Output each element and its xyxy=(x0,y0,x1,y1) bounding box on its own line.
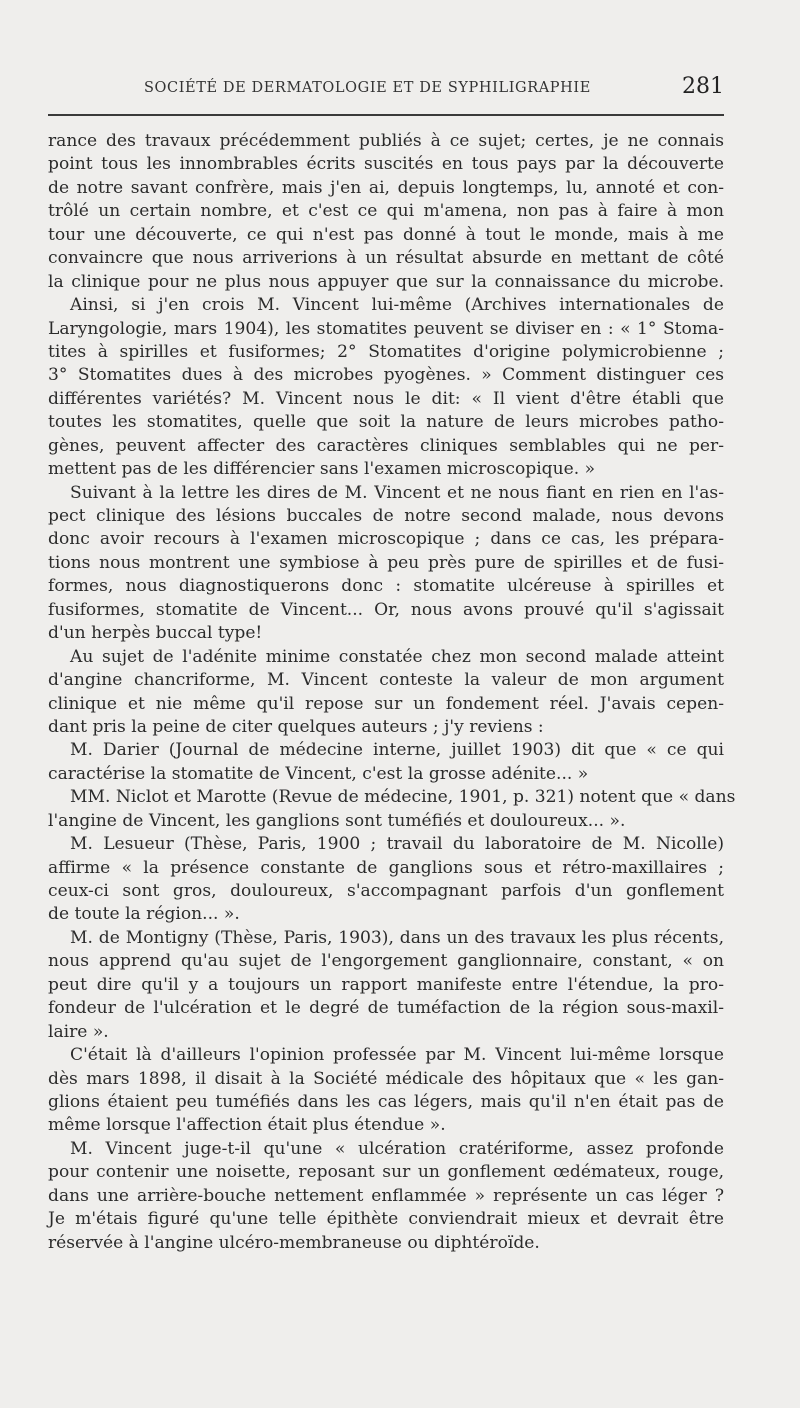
text-line: donc avoir recours à l'examen microscopique ; dans ce cas, les prépara- xyxy=(48,529,724,550)
text-line: réservée à l'angine ulcéro-membraneuse ou diphtéroïde. xyxy=(48,1232,540,1253)
text-line: M. Vincent juge-t-il qu'une « ulcération cratériforme, assez profonde xyxy=(70,1138,724,1159)
text-line: 3° Stomatites dues à des microbes pyogènes. » Comment distinguer ces xyxy=(48,365,724,386)
text-line: convaincre que nous arriverions à un résultat absurde en mettant de côté xyxy=(48,248,724,269)
body-text xyxy=(48,130,736,1255)
text-line: dant pris la peine de citer quelques auteurs ; j'y reviens : xyxy=(48,716,544,737)
text-line: point tous les innombrables écrits suscités en tous pays par la découverte xyxy=(48,154,724,175)
text-line: Ainsi, si j'en crois M. Vincent lui-même (Archives internationales de xyxy=(70,295,724,316)
text-line: rance des travaux précédemment publiés à ce sujet; certes, je ne connais xyxy=(48,131,724,151)
text-line: glions étaient peu tuméfiés dans les cas légers, mais qu'il n'en était pas de xyxy=(48,1091,724,1112)
text-line: fondeur de l'ulcération et le degré de tuméfaction de la région sous-maxil- xyxy=(48,998,724,1019)
text-line: tites à spirilles et fusiformes; 2° Stomatites d'origine polymicrobienne ; xyxy=(48,341,724,362)
text-line: clinique et nie même qu'il repose sur un fondement réel. J'avais cepen- xyxy=(48,693,724,714)
text-line: pour contenir une noisette, reposant sur un gonflement œdémateux, rouge, xyxy=(48,1162,724,1183)
text-line: mettent pas de les différencier sans l'examen microscopique. » xyxy=(48,459,596,480)
text-line: pect clinique des lésions buccales de notre second malade, nous devons xyxy=(48,506,724,526)
text-line: tour une découverte, ce qui n'est pas donné à tout le monde, mais à me xyxy=(48,224,724,245)
text-line: d'un herpès buccal type! xyxy=(48,623,263,644)
running-title: SOCIÉTÉ DE DERMATOLOGIE ET DE SYPHILIGRAPHIE xyxy=(144,80,591,96)
text-line: MM. Niclot et Marotte (Revue de médecine, 1901, p. 321) notent que « dans xyxy=(70,787,736,808)
text-line: ceux-ci sont gros, douloureux, s'accompagnant parfois d'un gonflement xyxy=(48,881,724,901)
text-line: laire ». xyxy=(48,1021,109,1042)
text-line: Au sujet de l'adénite minime constatée chez mon second malade atteint xyxy=(70,646,724,667)
text-line: gènes, peuvent affecter des caractères cliniques semblables qui ne per- xyxy=(48,435,724,456)
text-line: la clinique pour ne plus nous appuyer que sur la connaissance du microbe. xyxy=(48,271,724,292)
text-line: fusiformes, stomatite de Vincent... Or, nous avons prouvé qu'il s'agissait xyxy=(48,599,724,620)
text-line: l'angine de Vincent, les ganglions sont tuméfiés et douloureux... ». xyxy=(48,810,626,831)
text-line: M. Lesueur (Thèse, Paris, 1900 ; travail du laboratoire de M. Nicolle) xyxy=(70,834,724,855)
text-line: caractérise la stomatite de Vincent, c'est la grosse adénite... » xyxy=(48,763,589,784)
text-line: dans une arrière-bouche nettement enflammée » représente un cas léger ? xyxy=(48,1185,724,1206)
page-header xyxy=(48,76,724,102)
text-line: Suivant à la lettre les dires de M. Vincent et ne nous fiant en rien en l'as- xyxy=(70,482,724,503)
text-line: M. Darier (Journal de médecine interne, juillet 1903) dit que « ce qui xyxy=(70,740,724,761)
text-line: Laryngologie, mars 1904), les stomatites peuvent se diviser en : « 1° Stoma- xyxy=(48,318,724,339)
text-line: trôlé un certain nombre, et c'est ce qui m'amena, non pas à faire à mon xyxy=(48,201,724,222)
header-rule xyxy=(48,114,724,116)
text-line: toutes les stomatites, quelle que soit la nature de leurs microbes patho- xyxy=(48,412,724,433)
text-line: dès mars 1898, il disait à la Société médicale des hôpitaux que « les gan- xyxy=(48,1068,724,1089)
text-line: de notre savant confrère, mais j'en ai, depuis longtemps, lu, annoté et con- xyxy=(48,177,724,198)
text-line: formes, nous diagnostiquerons donc : stomatite ulcéreuse à spirilles et xyxy=(48,576,724,597)
text-line: de toute la région... ». xyxy=(48,904,240,925)
page-number: 281 xyxy=(682,74,724,99)
text-line: nous apprend qu'au sujet de l'engorgement ganglionnaire, constant, « on xyxy=(48,951,724,972)
text-line: tions nous montrent une symbiose à peu près pure de spirilles et de fusi- xyxy=(48,552,724,573)
text-line: peut dire qu'il y a toujours un rapport manifeste entre l'étendue, la pro- xyxy=(48,974,724,995)
text-line: d'angine chancriforme, M. Vincent conteste la valeur de mon argument xyxy=(48,670,724,691)
text-line: même lorsque l'affection était plus étendue ». xyxy=(48,1115,446,1136)
text-line: affirme « la présence constante de ganglions sous et rétro-maxillaires ; xyxy=(48,857,724,878)
text-line: différentes variétés? M. Vincent nous le dit: « Il vient d'être établi que xyxy=(48,388,724,409)
text-line: Je m'étais figuré qu'une telle épithète conviendrait mieux et devrait être xyxy=(48,1209,724,1230)
text-line: M. de Montigny (Thèse, Paris, 1903), dans un des travaux les plus récents, xyxy=(70,927,724,948)
text-line: C'était là d'ailleurs l'opinion professée par M. Vincent lui-même lorsque xyxy=(70,1045,724,1066)
